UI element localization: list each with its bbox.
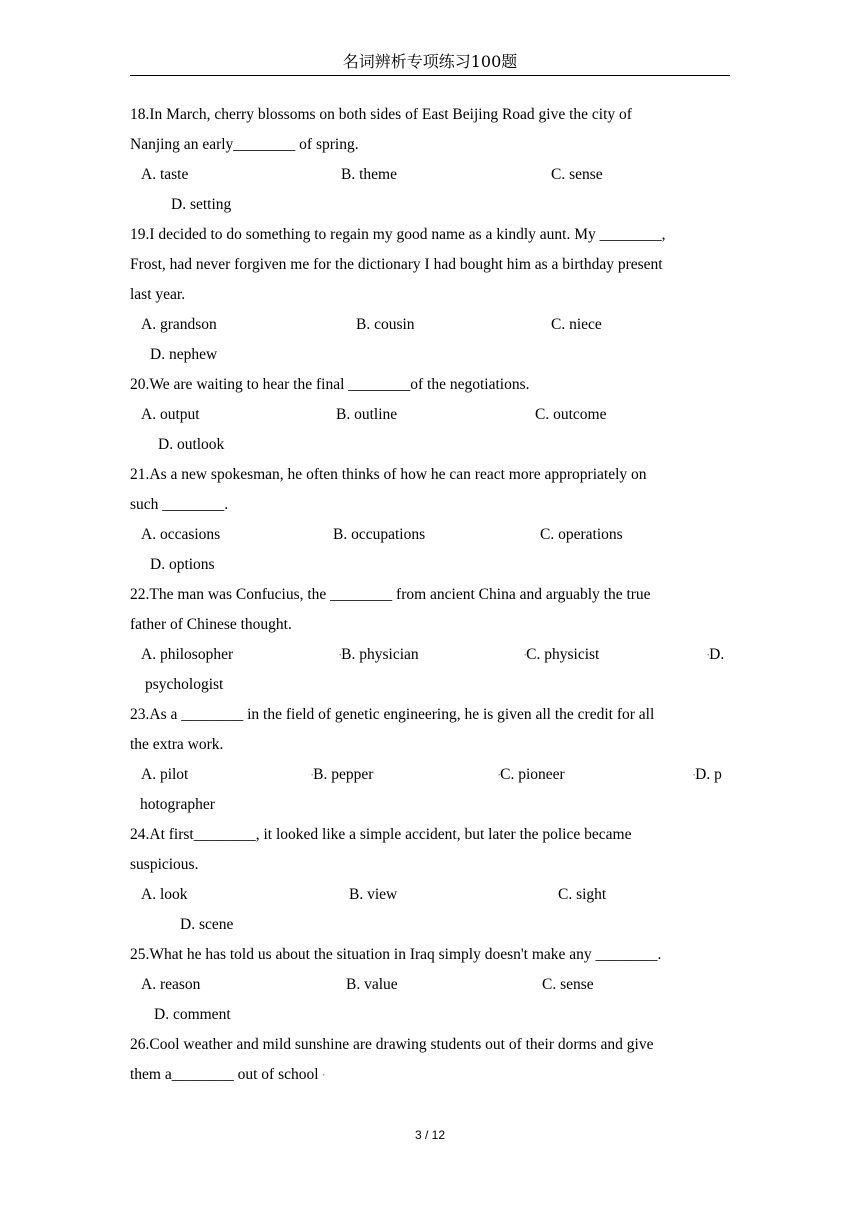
question-stem: last year. (130, 286, 186, 303)
question-25 (130, 940, 730, 1030)
question-stem: the extra work. (130, 736, 224, 753)
option-c: C. operations (540, 526, 623, 543)
option-b: B. cousin (356, 316, 415, 333)
options-row (130, 970, 730, 1000)
options-row (130, 910, 730, 940)
question-stem: Nanjing an early________ of spring. (130, 136, 359, 153)
option-a: A. output (141, 406, 200, 423)
question-stem: 23.As a ________ in the field of genetic engineering, he is given all the credit for all (130, 706, 655, 723)
question-stem: such ________. (130, 496, 229, 513)
header-title: 名词辨析专项练习100题 (342, 52, 518, 71)
option-b: ▪B. physician (339, 646, 419, 663)
options-row (130, 760, 730, 790)
question-stem: father of Chinese thought. (130, 616, 292, 633)
option-b: B. outline (336, 406, 398, 423)
options-row (130, 790, 730, 820)
option-c: ▪C. pioneer (498, 766, 565, 783)
question-26 (130, 1030, 730, 1090)
option-d: ▪D. p (693, 766, 722, 783)
question-24 (130, 820, 730, 940)
option-d: D. setting (171, 196, 232, 213)
option-c: C. outcome (535, 406, 607, 423)
option-c: C. sight (558, 886, 607, 903)
option-a: A. look (141, 886, 188, 903)
option-d-continued: hotographer (140, 796, 215, 813)
question-stem: Frost, had never forgiven me for the dictionary I had bought him as a birthday present (130, 256, 663, 273)
option-b: ▪B. pepper (311, 766, 374, 783)
options-row (130, 310, 730, 340)
options-row (130, 670, 730, 700)
question-22 (130, 580, 730, 700)
option-c: C. niece (551, 316, 602, 333)
options-row (130, 880, 730, 910)
options-row (130, 190, 730, 220)
question-21 (130, 460, 730, 580)
question-18 (130, 100, 730, 220)
question-stem: 25.What he has told us about the situation in Iraq simply doesn't make any ________. (130, 946, 662, 963)
question-20 (130, 370, 730, 460)
option-d: D. outlook (158, 436, 225, 453)
question-stem: 21.As a new spokesman, he often thinks of how he can react more appropriately on (130, 466, 647, 483)
option-d: ▪D. (707, 646, 725, 663)
option-a: A. taste (141, 166, 189, 183)
page-number-text: 3 / 12 (414, 1128, 446, 1142)
page-number (0, 1128, 860, 1142)
question-stem: 24.At first________, it looked like a simple accident, but later the police became (130, 826, 632, 843)
question-19 (130, 220, 730, 370)
option-d: D. scene (180, 916, 234, 933)
options-row (130, 430, 730, 460)
question-23 (130, 700, 730, 820)
question-stem: 20.We are waiting to hear the final ________of the negotiations. (130, 376, 530, 393)
question-stem: suspicious. (130, 856, 199, 873)
option-a: A. occasions (141, 526, 221, 543)
option-b: B. value (346, 976, 398, 993)
option-a: A. reason (141, 976, 201, 993)
option-c: ▪C. physicist (524, 646, 600, 663)
question-stem: 26.Cool weather and mild sunshine are drawing students out of their dorms and give (130, 1036, 654, 1053)
options-row (130, 340, 730, 370)
option-b: B. theme (341, 166, 397, 183)
option-d: D. comment (154, 1006, 231, 1023)
page-header (130, 48, 730, 76)
question-stem: 22.The man was Confucius, the ________ from ancient China and arguably the true (130, 586, 651, 603)
options-row (130, 550, 730, 580)
options-row (130, 1000, 730, 1030)
question-stem-last: them a________ out of school ▪ (130, 1066, 325, 1083)
option-d: D. options (150, 556, 215, 573)
question-list (130, 100, 730, 1090)
option-a: A. grandson (141, 316, 217, 333)
question-stem: 18.In March, cherry blossoms on both sides of East Beijing Road give the city of (130, 106, 632, 123)
option-a: A. philosopher (141, 646, 234, 663)
option-b: B. view (349, 886, 398, 903)
option-c: C. sense (542, 976, 594, 993)
option-a: A. pilot (141, 766, 189, 783)
option-b: B. occupations (333, 526, 426, 543)
option-d-continued: psychologist (145, 676, 224, 693)
option-c: C. sense (551, 166, 603, 183)
options-row (130, 160, 730, 190)
option-d: D. nephew (150, 346, 218, 363)
options-row (130, 400, 730, 430)
options-row (130, 640, 730, 670)
question-stem: 19.I decided to do something to regain my good name as a kindly aunt. My ________, (130, 226, 666, 243)
options-row (130, 520, 730, 550)
